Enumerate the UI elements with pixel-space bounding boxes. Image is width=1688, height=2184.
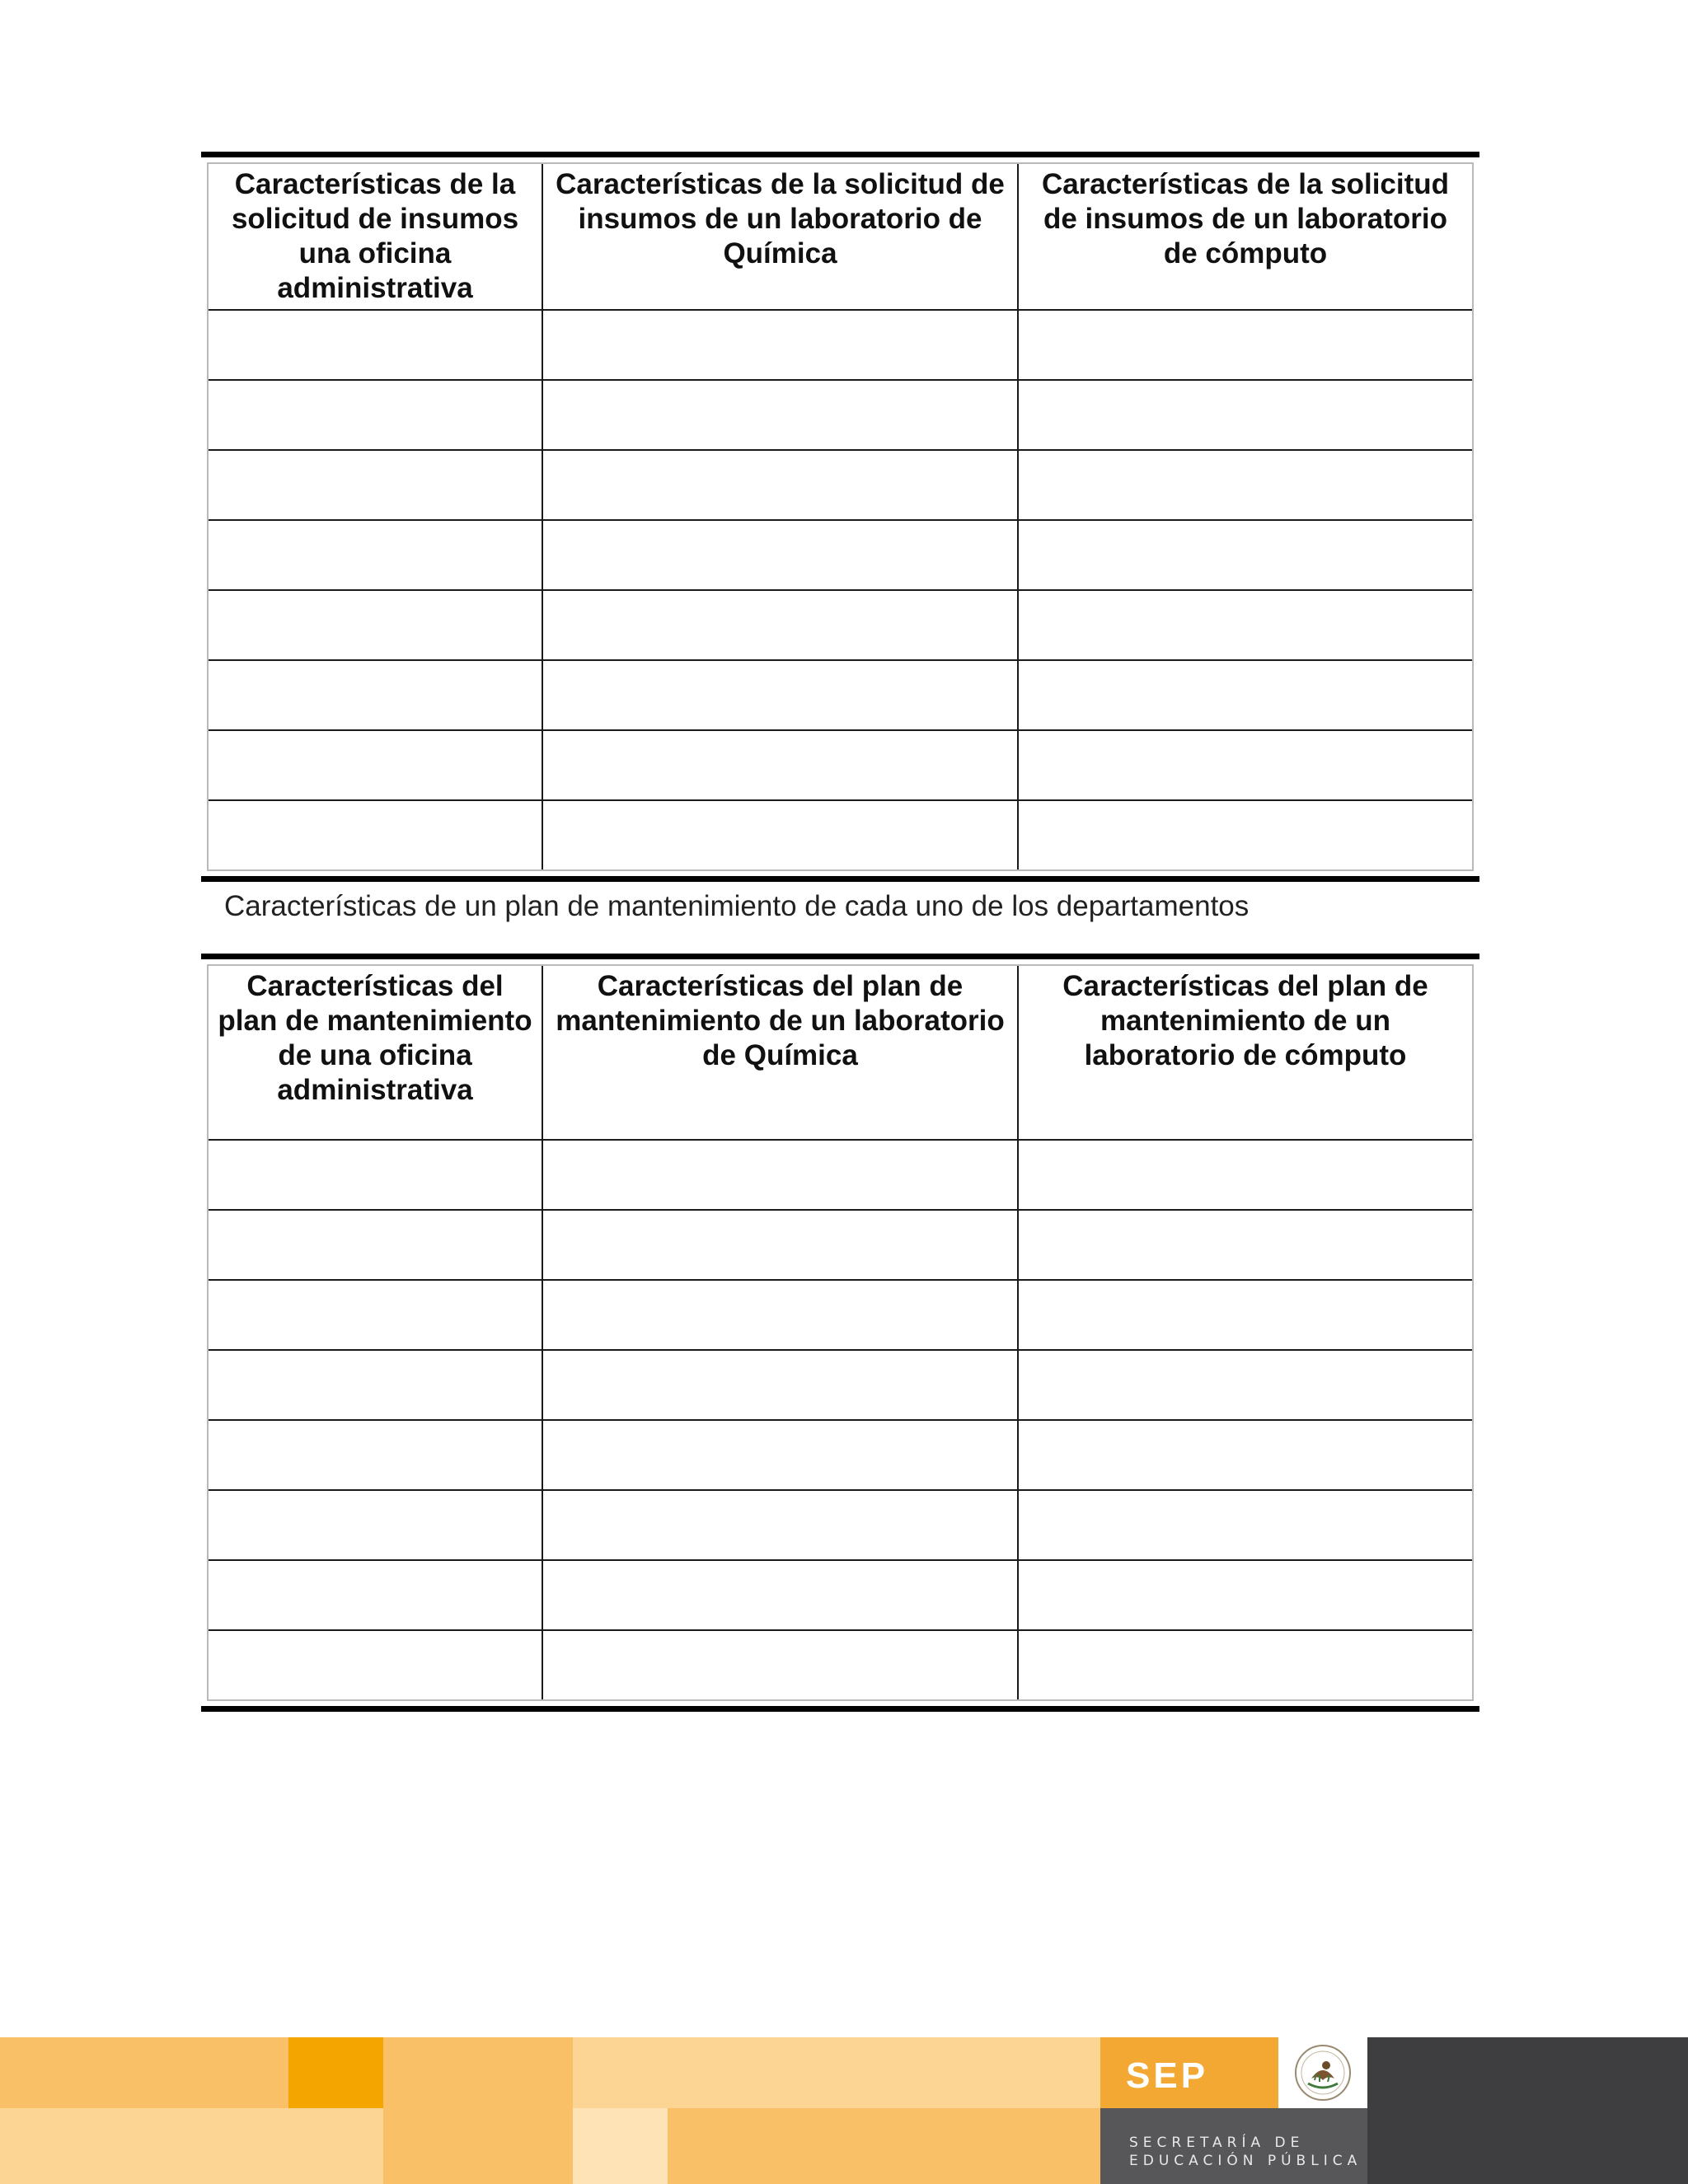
table-cell[interactable] xyxy=(542,1560,1018,1630)
table-cell[interactable] xyxy=(209,1350,542,1420)
table-cell[interactable] xyxy=(1018,590,1472,660)
table-cell[interactable] xyxy=(1018,660,1472,730)
table-row xyxy=(209,450,1472,520)
footer-block xyxy=(288,2037,383,2108)
table-cell[interactable] xyxy=(542,1140,1018,1210)
table-cell[interactable] xyxy=(1018,520,1472,590)
table-row xyxy=(209,1210,1472,1280)
footer-block xyxy=(573,2037,1100,2108)
table-cell[interactable] xyxy=(542,450,1018,520)
table-top-rule xyxy=(201,152,1479,157)
table-cell[interactable] xyxy=(1018,1210,1472,1280)
table-cell[interactable] xyxy=(209,660,542,730)
table-cell[interactable] xyxy=(542,590,1018,660)
mantenimiento-table xyxy=(201,954,1479,1712)
seal-box xyxy=(1278,2037,1367,2108)
table-row xyxy=(209,1420,1472,1490)
table-row xyxy=(209,1140,1472,1210)
table-cell[interactable] xyxy=(209,1280,542,1350)
table-cell[interactable] xyxy=(542,660,1018,730)
footer-block xyxy=(0,2108,383,2184)
table-cell[interactable] xyxy=(542,1630,1018,1699)
table-cell[interactable] xyxy=(542,1350,1018,1420)
header-laboratorio-quimica: Características de la solicitud de insumos de un laboratorio de Química xyxy=(542,164,1018,310)
table-cell[interactable] xyxy=(1018,800,1472,869)
table-cell[interactable] xyxy=(209,1420,542,1490)
table-row xyxy=(209,1560,1472,1630)
table-cell[interactable] xyxy=(209,1490,542,1560)
table-row xyxy=(209,1490,1472,1560)
table-cell[interactable] xyxy=(542,1210,1018,1280)
footer-block xyxy=(668,2108,1100,2184)
table-cell[interactable] xyxy=(542,310,1018,380)
header-laboratorio-quimica: Características del plan de mantenimiento de un laboratorio de Química xyxy=(542,966,1018,1140)
table-row xyxy=(209,730,1472,800)
footer-block xyxy=(573,2108,668,2184)
table-cell[interactable] xyxy=(542,1490,1018,1560)
table-top-rule xyxy=(201,954,1479,959)
table-cell[interactable] xyxy=(542,1280,1018,1350)
table-cell[interactable] xyxy=(209,380,542,450)
table-cell[interactable] xyxy=(209,520,542,590)
table-cell[interactable] xyxy=(1018,1420,1472,1490)
table-cell[interactable] xyxy=(1018,1490,1472,1560)
table-cell[interactable] xyxy=(542,730,1018,800)
table-row xyxy=(209,660,1472,730)
table-cell[interactable] xyxy=(209,1630,542,1699)
table-row xyxy=(209,1630,1472,1699)
table-cell[interactable] xyxy=(209,310,542,380)
footer-banner xyxy=(0,2037,1688,2184)
sep-logo: SEP xyxy=(1126,2055,1209,2096)
table-cell[interactable] xyxy=(1018,730,1472,800)
header-oficina: Características del plan de mantenimiento de una oficina administrativa xyxy=(209,966,542,1140)
table-cell[interactable] xyxy=(209,1140,542,1210)
table-row xyxy=(209,310,1472,380)
insumos-table xyxy=(201,152,1479,882)
table-cell[interactable] xyxy=(1018,450,1472,520)
table-row xyxy=(209,1280,1472,1350)
header-laboratorio-computo: Características del plan de mantenimiento de un laboratorio de cómputo xyxy=(1018,966,1472,1140)
table-cell[interactable] xyxy=(1018,1560,1472,1630)
table-cell[interactable] xyxy=(542,1420,1018,1490)
table-cell[interactable] xyxy=(542,800,1018,869)
table-cell[interactable] xyxy=(209,590,542,660)
table-cell[interactable] xyxy=(209,1560,542,1630)
table-cell[interactable] xyxy=(542,380,1018,450)
table-cell[interactable] xyxy=(1018,1630,1472,1699)
header-laboratorio-computo: Características de la solicitud de insumos de un laboratorio de cómputo xyxy=(1018,164,1472,310)
table-bottom-rule xyxy=(201,1706,1479,1712)
table-header-row xyxy=(209,966,1472,1140)
footer-block xyxy=(383,2037,573,2184)
table-bottom-rule xyxy=(201,876,1479,882)
table-cell[interactable] xyxy=(209,1210,542,1280)
mexico-seal-icon xyxy=(1278,2037,1367,2108)
table-cell[interactable] xyxy=(1018,380,1472,450)
table-row xyxy=(209,800,1472,869)
table-cell[interactable] xyxy=(1018,310,1472,380)
table-cell[interactable] xyxy=(1018,1350,1472,1420)
table-cell[interactable] xyxy=(1018,1280,1472,1350)
table-cell[interactable] xyxy=(209,730,542,800)
table-row xyxy=(209,520,1472,590)
section-caption: Características de un plan de mantenimiento de cada uno de los departamentos xyxy=(224,890,1250,922)
table-cell[interactable] xyxy=(542,520,1018,590)
table-header-row xyxy=(209,164,1472,310)
table-cell[interactable] xyxy=(209,450,542,520)
table-row xyxy=(209,590,1472,660)
table-row xyxy=(209,1350,1472,1420)
table-cell[interactable] xyxy=(1018,1140,1472,1210)
org-name-line2: EDUCACIÓN PÚBLICA xyxy=(1129,2153,1362,2169)
footer-dark-block xyxy=(1367,2037,1688,2184)
header-oficina: Características de la solicitud de insumos una oficina administrativa xyxy=(209,164,542,310)
table-cell[interactable] xyxy=(209,800,542,869)
table-row xyxy=(209,380,1472,450)
footer-block xyxy=(0,2037,288,2108)
org-name-line1: SECRETARÍA DE xyxy=(1129,2135,1305,2151)
